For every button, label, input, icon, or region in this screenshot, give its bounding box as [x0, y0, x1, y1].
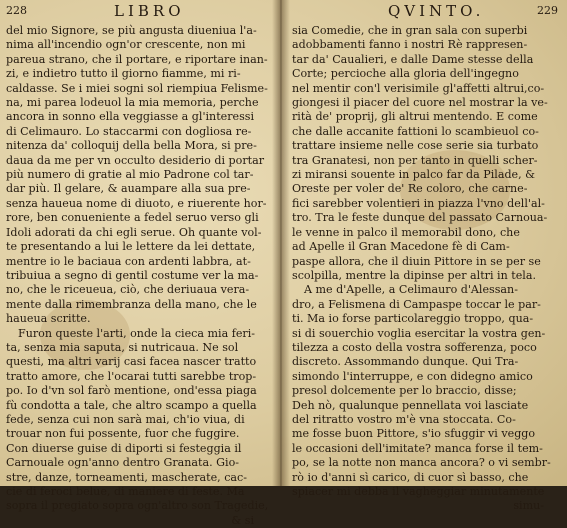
text-line: trouar non fui possente, fuor che fuggire.: [6, 427, 240, 441]
text-line: ad Apelle il Gran Macedone fè di Cam-: [292, 240, 510, 254]
text-line: Idoli adorati da chi egli serue. Oh quante vol-: [6, 225, 262, 239]
text-line: Oreste per voler de' Re coloro, che carne-: [292, 182, 528, 196]
text-line: tilezza a costo della vostra sofferenza, poco: [292, 340, 537, 354]
text-line: presol dolcemente per lo braccio, disse;: [292, 384, 517, 398]
text-line: no, che le riceueua, ciò, che deriuaua vera-: [6, 283, 250, 297]
page-number: 228: [6, 4, 27, 17]
running-title: QVINTO.: [388, 2, 485, 20]
text-line: dar più. Il gelare, & auampare alla sua pre-: [6, 182, 251, 196]
text-line: zi, e indietro tutto il giorno fiamme, mi ri-: [6, 67, 241, 81]
text-line: le venne in palco il memorabil dono, che: [292, 225, 520, 239]
text-line: sopra il pregiato sopra ogn'altro son Tragedie,: [6, 499, 269, 513]
text-line: po, se la notte non manca ancora? o vi sembr-: [292, 456, 551, 470]
left-page-header: [6, 2, 272, 24]
text-line: discreto. Assommando dunque. Qui Tra-: [292, 355, 519, 369]
text-line: dro, a Felismena di Campaspe toccar le par-: [292, 297, 541, 311]
text-line: ta, senza mia saputa, si nutricaua. Ne sol: [6, 340, 239, 354]
text-line: le occasioni dell'imitate? manca forse il tem-: [292, 441, 543, 455]
text-line: scolpilla, mentre la dipinse per altri in tela.: [292, 268, 536, 282]
text-line: fede, senza cui non sarà mai, ch'io viua, di: [6, 412, 245, 426]
text-line: tro. Tra le feste dunque del passato Carnoua-: [292, 211, 548, 225]
text-line: trattare insieme nelle cose serie sia turbato: [292, 139, 539, 153]
text-line: na, mi parea lodeuol la mia memoria, perche: [6, 96, 259, 110]
text-line: che dalle accanite fattioni lo scambieuol co-: [292, 124, 539, 138]
text-line: te presentando a lui le lettere da lei dettate,: [6, 240, 256, 254]
text-line: Con diuerse guise di diporti si festeggia il: [6, 441, 242, 455]
text-line: A me d'Apelle, a Celimauro d'Alessan-: [304, 283, 518, 297]
right-page-body: [292, 24, 562, 499]
text-line: tar da' Caualieri, e dalle Dame stesse della: [292, 52, 534, 66]
right-page-header: [292, 2, 562, 24]
text-line: questi, ma altri varij casi facea nascer tratto: [6, 355, 257, 369]
page-number: 229: [537, 4, 558, 17]
text-line: me fosse buon Pittore, s'io sfuggir vi veggo: [292, 427, 536, 441]
text-line: pareua strano, che il portare, e riportare inan-: [6, 52, 268, 66]
text-line: giongesi il piacer del cuore nel mostrar la ve-: [292, 96, 548, 110]
book-gutter: [272, 0, 290, 486]
text-line: simondo l'interruppe, e con didegno amico: [292, 369, 533, 383]
text-line: nima all'incendio ogn'or crescente, non mi: [6, 38, 246, 52]
text-line: rore, ben conueniente a fedel seruo verso gli: [6, 211, 259, 225]
text-line: tribuiua a segno di gentil costume ver la ma-: [6, 268, 259, 282]
text-line: rità de' proprij, gli altrui mentendo. E come: [292, 110, 538, 124]
right-page: [292, 2, 562, 514]
text-line: fici sarebber volentieri in piazza l'vno dell'al-: [292, 196, 545, 210]
text-line: rò io d'anni sì carico, di cuor sì basso, che: [292, 470, 529, 484]
text-line: Deh nò, qualunque pennellata voi lasciate: [292, 398, 529, 412]
text-line: più numero di gratie al mio Padrone col tar-: [6, 168, 254, 182]
text-line: stre, danze, torneamenti, mascherate, cac-: [6, 470, 247, 484]
text-line: adobbamenti fanno i nostri Rè rappresen-: [292, 38, 528, 52]
text-line: del mio Signore, se più angusta diueniua l'a-: [6, 24, 257, 37]
left-page-body: [6, 24, 272, 514]
text-line: caldasse. Se i miei sogni sol riempiua Felisme-: [6, 81, 268, 95]
text-line: mentre io le baciaua con ardenti labbra, at-: [6, 254, 251, 268]
text-line: si di souerchio voglia esercitar la vostra gen-: [292, 326, 546, 340]
text-line: nel mentir con'l verisimile gl'affetti altrui,co-: [292, 81, 545, 95]
text-line: haueua scritte.: [6, 312, 91, 326]
text-line: Furon queste l'arti, onde la cieca mia feri-: [18, 326, 255, 340]
catchword: & si: [231, 513, 254, 527]
text-line: Corte; percioche alla gloria dell'ingegno: [292, 67, 519, 81]
text-line: di Celimauro. Lo staccarmi con dogliosa re-: [6, 124, 252, 138]
text-line: cie di feroci belue, di maniere di feste. Ma: [6, 485, 245, 498]
catchword: simu-: [513, 499, 544, 513]
text-line: paspe allora, che il diuin Pittore in se per se: [292, 254, 541, 268]
text-line: daua da me per vn occulto desiderio di portar: [6, 153, 265, 167]
left-page: [6, 2, 272, 528]
text-line: zi miransi souente in palco far da Pilade, &: [292, 168, 536, 182]
text-line: mente dalla rimembranza della mano, che le: [6, 297, 257, 311]
text-line: po. Io d'vn sol farò mentione, ond'essa piaga: [6, 384, 257, 398]
text-line: spiacer mi debba il vagheggiar minutamente: [292, 485, 545, 498]
text-line: del ritratto vostro m'è vna stoccata. Co-: [292, 412, 516, 426]
text-line: nitenza da' colloquij della bella Mora, si pre-: [6, 139, 257, 153]
text-line: ti. Ma io forse particolareggio troppo, qua-: [292, 312, 534, 326]
text-line: senza haueua nome di diuoto, e riuerente hor-: [6, 196, 267, 210]
text-line: ancora in sonno ella veggiasse a gl'interessi: [6, 110, 255, 124]
running-title: LIBRO: [114, 2, 185, 20]
text-line: tra Granatesi, non per tanto in quelli scher-: [292, 153, 538, 167]
text-line: sia Comedie, che in gran sala con superbi: [292, 24, 528, 37]
text-line: tratto amore, che l'ocarai tutti sarebbe trop-: [6, 369, 257, 383]
text-line: Carnouale ogn'anno dentro Granata. Gio-: [6, 456, 239, 470]
text-line: fù condotta a tale, che altro scampo a quella: [6, 398, 257, 412]
